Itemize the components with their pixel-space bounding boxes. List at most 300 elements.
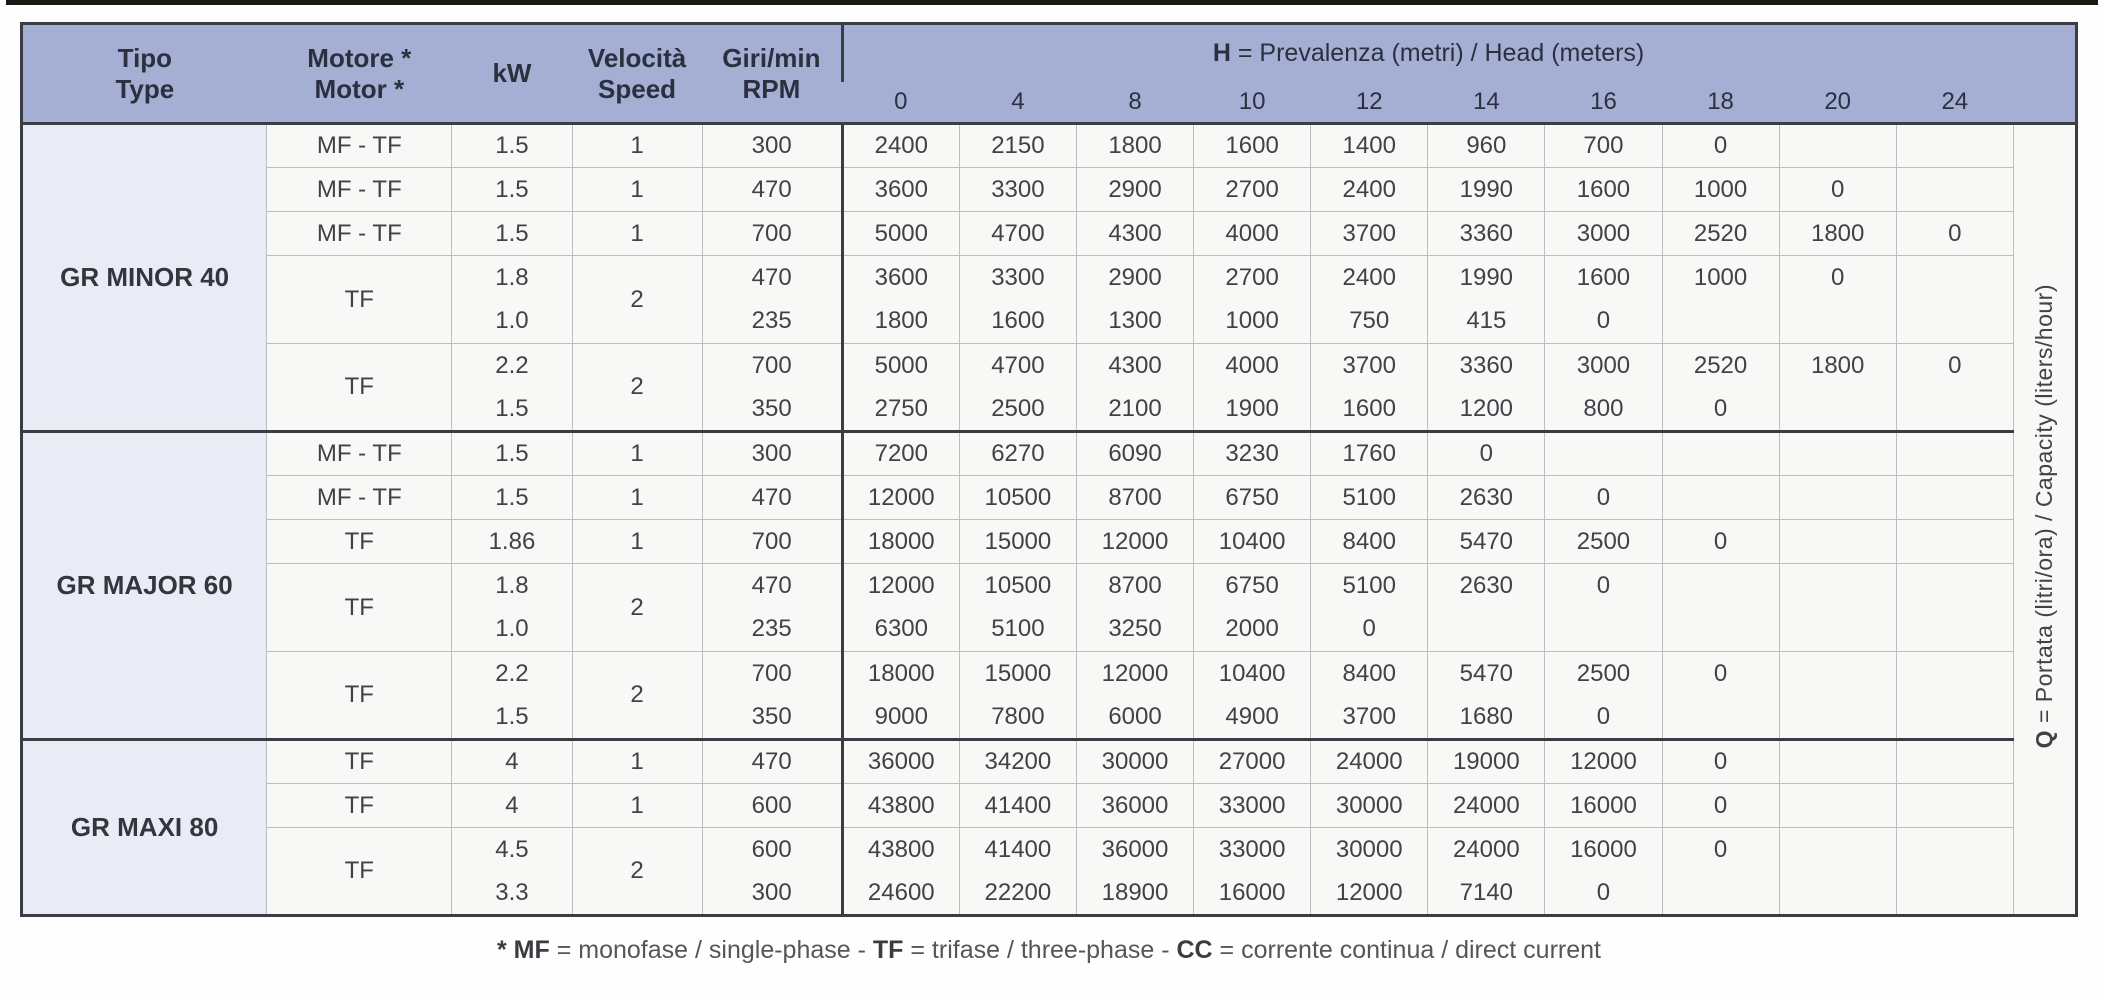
capacity-value-cell: 1200 [1428, 388, 1545, 432]
capacity-value-cell: 6750 [1194, 476, 1311, 520]
header-tipo-line2: Type [115, 73, 175, 104]
table-row [22, 168, 2077, 212]
kw-cell: 1.5 [452, 124, 572, 168]
capacity-value-cell: 3360 [1428, 344, 1545, 388]
kw-cell: 2.2 [452, 652, 572, 696]
rpm-cell: 235 [702, 300, 842, 344]
capacity-value-cell: 2520 [1662, 212, 1779, 256]
capacity-value-cell [1896, 300, 2013, 344]
header-q-spacer [2013, 24, 2076, 124]
motor-cell: TF [267, 740, 452, 784]
kw-cell: 1.5 [452, 388, 572, 432]
capacity-value-cell: 700 [1545, 124, 1662, 168]
motor-cell: MF - TF [267, 212, 452, 256]
kw-cell: 1.86 [452, 520, 572, 564]
header-velocita-line1: Velocità [587, 42, 687, 73]
capacity-value-cell: 2700 [1194, 168, 1311, 212]
capacity-value-cell: 8400 [1311, 520, 1428, 564]
q-label-bold: Q [2030, 729, 2057, 749]
footnote [20, 936, 2078, 965]
capacity-value-cell: 4300 [1076, 344, 1193, 388]
capacity-value-cell: 36000 [842, 740, 959, 784]
capacity-value-cell: 18000 [842, 520, 959, 564]
capacity-value-cell: 0 [1545, 696, 1662, 740]
capacity-value-cell [1896, 740, 2013, 784]
capacity-value-cell: 24000 [1428, 784, 1545, 828]
capacity-value-cell [1779, 432, 1896, 476]
capacity-value-cell: 2500 [959, 388, 1076, 432]
speed-cell: 2 [572, 828, 702, 916]
capacity-value-cell: 3360 [1428, 212, 1545, 256]
capacity-value-cell: 800 [1545, 388, 1662, 432]
group-name-cell: GR MAXI 80 [22, 740, 267, 916]
capacity-value-cell [1896, 124, 2013, 168]
speed-cell: 2 [572, 652, 702, 740]
capacity-value-cell: 3000 [1545, 344, 1662, 388]
capacity-value-cell: 0 [1662, 828, 1779, 872]
capacity-value-cell: 7200 [842, 432, 959, 476]
capacity-value-cell [1896, 872, 2013, 916]
group-name-cell: GR MINOR 40 [22, 124, 267, 432]
rpm-cell: 470 [702, 564, 842, 608]
capacity-value-cell: 24000 [1311, 740, 1428, 784]
rpm-cell: 470 [702, 476, 842, 520]
table-row [22, 212, 2077, 256]
kw-cell: 1.0 [452, 608, 572, 652]
capacity-value-cell [1779, 740, 1896, 784]
capacity-value-cell: 3300 [959, 168, 1076, 212]
capacity-value-cell: 4300 [1076, 212, 1193, 256]
motor-cell: TF [267, 256, 452, 344]
capacity-value-cell: 12000 [1545, 740, 1662, 784]
header-head-title-rest: = Prevalenza (metri) / Head (meters) [1230, 38, 1645, 67]
capacity-value-cell: 12000 [1076, 520, 1193, 564]
capacity-value-cell: 2500 [1545, 652, 1662, 696]
rpm-cell: 350 [702, 388, 842, 432]
kw-cell: 1.5 [452, 168, 572, 212]
capacity-value-cell: 0 [1545, 564, 1662, 608]
capacity-value-cell: 3600 [842, 168, 959, 212]
capacity-value-cell: 16000 [1545, 784, 1662, 828]
capacity-value-cell: 1680 [1428, 696, 1545, 740]
kw-cell: 1.5 [452, 476, 572, 520]
speed-cell: 1 [572, 168, 702, 212]
capacity-value-cell [1779, 652, 1896, 696]
footnote-cc-text: = corrente continua / direct current [1212, 936, 1601, 964]
capacity-value-cell: 1800 [1779, 344, 1896, 388]
table-row [22, 828, 2077, 872]
capacity-value-cell [1896, 256, 2013, 300]
motor-cell: TF [267, 520, 452, 564]
capacity-value-cell: 8700 [1076, 564, 1193, 608]
capacity-value-cell: 2400 [842, 124, 959, 168]
capacity-value-cell: 8700 [1076, 476, 1193, 520]
capacity-value-cell [1896, 432, 2013, 476]
speed-cell: 1 [572, 432, 702, 476]
capacity-value-cell: 2630 [1428, 564, 1545, 608]
capacity-value-cell [1779, 300, 1896, 344]
capacity-value-cell: 27000 [1194, 740, 1311, 784]
speed-cell: 1 [572, 520, 702, 564]
table-row [22, 256, 2077, 300]
capacity-value-cell [1779, 476, 1896, 520]
kw-cell: 4 [452, 784, 572, 828]
capacity-value-cell: 1000 [1662, 256, 1779, 300]
capacity-value-cell: 10500 [959, 476, 1076, 520]
speed-cell: 1 [572, 784, 702, 828]
capacity-value-cell: 3700 [1311, 212, 1428, 256]
capacity-value-cell [1662, 608, 1779, 652]
header-tipo [22, 24, 267, 124]
capacity-value-cell: 36000 [1076, 828, 1193, 872]
capacity-value-cell: 30000 [1311, 828, 1428, 872]
speed-cell: 1 [572, 124, 702, 168]
capacity-value-cell: 4700 [959, 212, 1076, 256]
capacity-value-cell: 2000 [1194, 608, 1311, 652]
capacity-value-cell [1896, 476, 2013, 520]
capacity-value-cell: 2900 [1076, 168, 1193, 212]
capacity-value-cell [1896, 828, 2013, 872]
capacity-value-cell: 0 [1662, 652, 1779, 696]
kw-cell: 1.8 [452, 564, 572, 608]
capacity-value-cell: 6300 [842, 608, 959, 652]
capacity-value-cell: 22200 [959, 872, 1076, 916]
capacity-value-cell: 3000 [1545, 212, 1662, 256]
capacity-value-cell: 0 [1896, 344, 2013, 388]
capacity-value-cell: 33000 [1194, 828, 1311, 872]
capacity-value-cell: 4000 [1194, 212, 1311, 256]
kw-cell: 4 [452, 740, 572, 784]
header-kw [452, 24, 572, 124]
capacity-value-cell: 1000 [1662, 168, 1779, 212]
capacity-value-cell [1896, 388, 2013, 432]
capacity-value-cell: 0 [1662, 124, 1779, 168]
capacity-value-cell: 3300 [959, 256, 1076, 300]
capacity-value-cell: 1400 [1311, 124, 1428, 168]
capacity-value-cell: 5000 [842, 344, 959, 388]
capacity-value-cell: 3600 [842, 256, 959, 300]
capacity-value-cell: 5100 [1311, 476, 1428, 520]
header-velocita-line2: Speed [598, 73, 677, 104]
table-row [22, 432, 2077, 476]
capacity-value-cell: 0 [1662, 388, 1779, 432]
motor-cell: MF - TF [267, 124, 452, 168]
table-row [22, 652, 2077, 696]
capacity-value-cell [1779, 388, 1896, 432]
capacity-value-cell: 2630 [1428, 476, 1545, 520]
footnote-tf-text: = trifase / three-phase - [903, 936, 1177, 964]
motor-cell: TF [267, 344, 452, 432]
group-name-cell: GR MAJOR 60 [22, 432, 267, 740]
capacity-value-cell: 1600 [1545, 256, 1662, 300]
table-row [22, 564, 2077, 608]
header-motore-line1: Motore * [307, 42, 412, 73]
capacity-value-cell [1662, 476, 1779, 520]
rpm-cell: 700 [702, 652, 842, 696]
capacity-value-cell: 1990 [1428, 168, 1545, 212]
footnote-mf-text: = monofase / single-phase - [549, 936, 873, 964]
footnote-tf-bold: TF [872, 936, 904, 964]
capacity-value-cell: 16000 [1194, 872, 1311, 916]
capacity-value-cell: 3700 [1311, 344, 1428, 388]
capacity-value-cell [1896, 784, 2013, 828]
capacity-value-cell: 0 [1545, 476, 1662, 520]
capacity-value-cell [1779, 608, 1896, 652]
capacity-value-cell: 2500 [1545, 520, 1662, 564]
head-col-8: 8 [1076, 82, 1193, 124]
capacity-value-cell [1662, 432, 1779, 476]
capacity-value-cell: 36000 [1076, 784, 1193, 828]
header-giri-line2: RPM [742, 73, 801, 104]
capacity-value-cell [1779, 784, 1896, 828]
q-label-cell [2013, 124, 2076, 916]
capacity-value-cell: 2900 [1076, 256, 1193, 300]
header-velocita [572, 24, 702, 124]
motor-cell: MF - TF [267, 432, 452, 476]
capacity-value-cell: 0 [1428, 432, 1545, 476]
capacity-value-cell: 18900 [1076, 872, 1193, 916]
capacity-value-cell: 10500 [959, 564, 1076, 608]
header-head-title [842, 24, 2013, 82]
capacity-value-cell [1896, 168, 2013, 212]
capacity-value-cell: 1900 [1194, 388, 1311, 432]
table-row [22, 124, 2077, 168]
head-col-10: 10 [1194, 82, 1311, 124]
capacity-value-cell: 30000 [1311, 784, 1428, 828]
footnote-cc-bold: CC [1176, 936, 1213, 964]
capacity-value-cell: 41400 [959, 784, 1076, 828]
capacity-value-cell: 2150 [959, 124, 1076, 168]
capacity-value-cell [1662, 564, 1779, 608]
capacity-value-cell: 24000 [1428, 828, 1545, 872]
capacity-value-cell: 10400 [1194, 520, 1311, 564]
header-motore-line2: Motor * [314, 73, 405, 104]
capacity-value-cell: 12000 [1311, 872, 1428, 916]
table-row [22, 520, 2077, 564]
capacity-value-cell: 3700 [1311, 696, 1428, 740]
capacity-value-cell: 24600 [842, 872, 959, 916]
capacity-value-cell: 0 [1545, 872, 1662, 916]
motor-cell: MF - TF [267, 168, 452, 212]
footnote-mf-bold: * MF [497, 936, 550, 964]
capacity-value-cell: 1600 [1194, 124, 1311, 168]
capacity-value-cell [1428, 608, 1545, 652]
capacity-value-cell: 3230 [1194, 432, 1311, 476]
table-header [22, 24, 2077, 124]
top-rule [6, 0, 2098, 5]
capacity-value-cell: 7800 [959, 696, 1076, 740]
capacity-value-cell: 6270 [959, 432, 1076, 476]
capacity-value-cell: 415 [1428, 300, 1545, 344]
capacity-value-cell: 9000 [842, 696, 959, 740]
rpm-cell: 700 [702, 212, 842, 256]
capacity-value-cell [1662, 696, 1779, 740]
capacity-value-cell [1779, 124, 1896, 168]
capacity-value-cell: 960 [1428, 124, 1545, 168]
header-giri-line1: Giri/min [722, 42, 821, 73]
head-col-14: 14 [1428, 82, 1545, 124]
capacity-value-cell: 2100 [1076, 388, 1193, 432]
rpm-cell: 700 [702, 344, 842, 388]
speed-cell: 2 [572, 344, 702, 432]
capacity-value-cell: 10400 [1194, 652, 1311, 696]
q-label-rest: = Portata (litri/ora) / Capacity (liters/hour) [2030, 283, 2057, 730]
capacity-value-cell: 6090 [1076, 432, 1193, 476]
rpm-cell: 470 [702, 168, 842, 212]
kw-cell: 4.5 [452, 828, 572, 872]
capacity-value-cell [1779, 828, 1896, 872]
rpm-cell: 600 [702, 828, 842, 872]
capacity-value-cell [1896, 652, 2013, 696]
speed-cell: 1 [572, 476, 702, 520]
head-col-4: 4 [959, 82, 1076, 124]
capacity-value-cell [1779, 872, 1896, 916]
capacity-value-cell [1896, 608, 2013, 652]
capacity-value-cell: 4000 [1194, 344, 1311, 388]
capacity-value-cell: 2750 [842, 388, 959, 432]
capacity-value-cell: 16000 [1545, 828, 1662, 872]
capacity-value-cell: 2400 [1311, 256, 1428, 300]
capacity-value-cell: 1800 [1779, 212, 1896, 256]
capacity-value-cell: 1600 [1545, 168, 1662, 212]
kw-cell: 1.5 [452, 432, 572, 476]
capacity-value-cell: 1600 [1311, 388, 1428, 432]
capacity-value-cell [1545, 432, 1662, 476]
table-row [22, 476, 2077, 520]
capacity-value-cell: 2520 [1662, 344, 1779, 388]
capacity-value-cell: 0 [1545, 300, 1662, 344]
head-col-12: 12 [1311, 82, 1428, 124]
motor-cell: TF [267, 564, 452, 652]
kw-cell: 1.8 [452, 256, 572, 300]
motor-cell: TF [267, 652, 452, 740]
head-col-16: 16 [1545, 82, 1662, 124]
head-col-0: 0 [842, 82, 959, 124]
capacity-value-cell: 1990 [1428, 256, 1545, 300]
capacity-value-cell: 15000 [959, 520, 1076, 564]
capacity-value-cell: 18000 [842, 652, 959, 696]
capacity-value-cell: 30000 [1076, 740, 1193, 784]
capacity-value-cell: 1000 [1194, 300, 1311, 344]
capacity-value-cell: 7140 [1428, 872, 1545, 916]
capacity-value-cell: 6750 [1194, 564, 1311, 608]
capacity-value-cell: 2400 [1311, 168, 1428, 212]
pump-performance-table [20, 22, 2078, 917]
speed-cell: 1 [572, 740, 702, 784]
capacity-value-cell: 0 [1779, 256, 1896, 300]
capacity-value-cell [1779, 520, 1896, 564]
speed-cell: 2 [572, 256, 702, 344]
capacity-value-cell: 4900 [1194, 696, 1311, 740]
motor-cell: TF [267, 784, 452, 828]
capacity-value-cell: 43800 [842, 828, 959, 872]
header-row-main [22, 24, 2077, 82]
capacity-value-cell: 12000 [842, 476, 959, 520]
head-col-18: 18 [1662, 82, 1779, 124]
kw-cell: 1.5 [452, 696, 572, 740]
table-row [22, 784, 2077, 828]
capacity-value-cell: 43800 [842, 784, 959, 828]
kw-cell: 3.3 [452, 872, 572, 916]
capacity-value-cell: 0 [1662, 520, 1779, 564]
capacity-value-cell: 1760 [1311, 432, 1428, 476]
table-row [22, 740, 2077, 784]
rpm-cell: 300 [702, 432, 842, 476]
capacity-value-cell: 12000 [1076, 652, 1193, 696]
head-col-24: 24 [1896, 82, 2013, 124]
capacity-value-cell: 2700 [1194, 256, 1311, 300]
capacity-value-cell: 34200 [959, 740, 1076, 784]
motor-cell: MF - TF [267, 476, 452, 520]
table-row [22, 344, 2077, 388]
table-body [22, 124, 2077, 916]
rpm-cell: 600 [702, 784, 842, 828]
rpm-cell: 470 [702, 256, 842, 300]
header-kw-line1: kW [492, 58, 532, 89]
capacity-value-cell: 3250 [1076, 608, 1193, 652]
capacity-value-cell: 15000 [959, 652, 1076, 696]
speed-cell: 2 [572, 564, 702, 652]
capacity-value-cell: 5470 [1428, 652, 1545, 696]
capacity-value-cell: 5100 [1311, 564, 1428, 608]
capacity-value-cell [1545, 608, 1662, 652]
capacity-value-cell: 19000 [1428, 740, 1545, 784]
capacity-value-cell: 5100 [959, 608, 1076, 652]
capacity-value-cell: 12000 [842, 564, 959, 608]
capacity-value-cell [1896, 696, 2013, 740]
capacity-value-cell: 1600 [959, 300, 1076, 344]
capacity-value-cell [1662, 300, 1779, 344]
rpm-cell: 300 [702, 124, 842, 168]
rpm-cell: 300 [702, 872, 842, 916]
header-tipo-line1: Tipo [117, 42, 173, 73]
kw-cell: 2.2 [452, 344, 572, 388]
rpm-cell: 470 [702, 740, 842, 784]
capacity-value-cell: 4700 [959, 344, 1076, 388]
header-giri [702, 24, 842, 124]
capacity-value-cell: 6000 [1076, 696, 1193, 740]
capacity-value-cell: 1300 [1076, 300, 1193, 344]
capacity-value-cell: 0 [1662, 784, 1779, 828]
capacity-value-cell: 0 [1779, 168, 1896, 212]
capacity-value-cell [1896, 520, 2013, 564]
rpm-cell: 350 [702, 696, 842, 740]
capacity-value-cell: 5000 [842, 212, 959, 256]
capacity-value-cell: 0 [1662, 740, 1779, 784]
capacity-value-cell: 33000 [1194, 784, 1311, 828]
header-motore [267, 24, 452, 124]
capacity-value-cell: 1800 [1076, 124, 1193, 168]
speed-cell: 1 [572, 212, 702, 256]
capacity-value-cell: 1800 [842, 300, 959, 344]
capacity-value-cell: 5470 [1428, 520, 1545, 564]
capacity-value-cell: 750 [1311, 300, 1428, 344]
head-col-20: 20 [1779, 82, 1896, 124]
q-label-vertical-text [2031, 284, 2058, 748]
capacity-value-cell: 8400 [1311, 652, 1428, 696]
capacity-value-cell [1779, 696, 1896, 740]
rpm-cell: 235 [702, 608, 842, 652]
motor-cell: TF [267, 828, 452, 916]
kw-cell: 1.5 [452, 212, 572, 256]
capacity-value-cell: 0 [1896, 212, 2013, 256]
capacity-value-cell [1662, 872, 1779, 916]
capacity-value-cell [1896, 564, 2013, 608]
capacity-value-cell: 0 [1311, 608, 1428, 652]
capacity-value-cell: 41400 [959, 828, 1076, 872]
header-head-title-bold: H [1212, 38, 1231, 67]
kw-cell: 1.0 [452, 300, 572, 344]
